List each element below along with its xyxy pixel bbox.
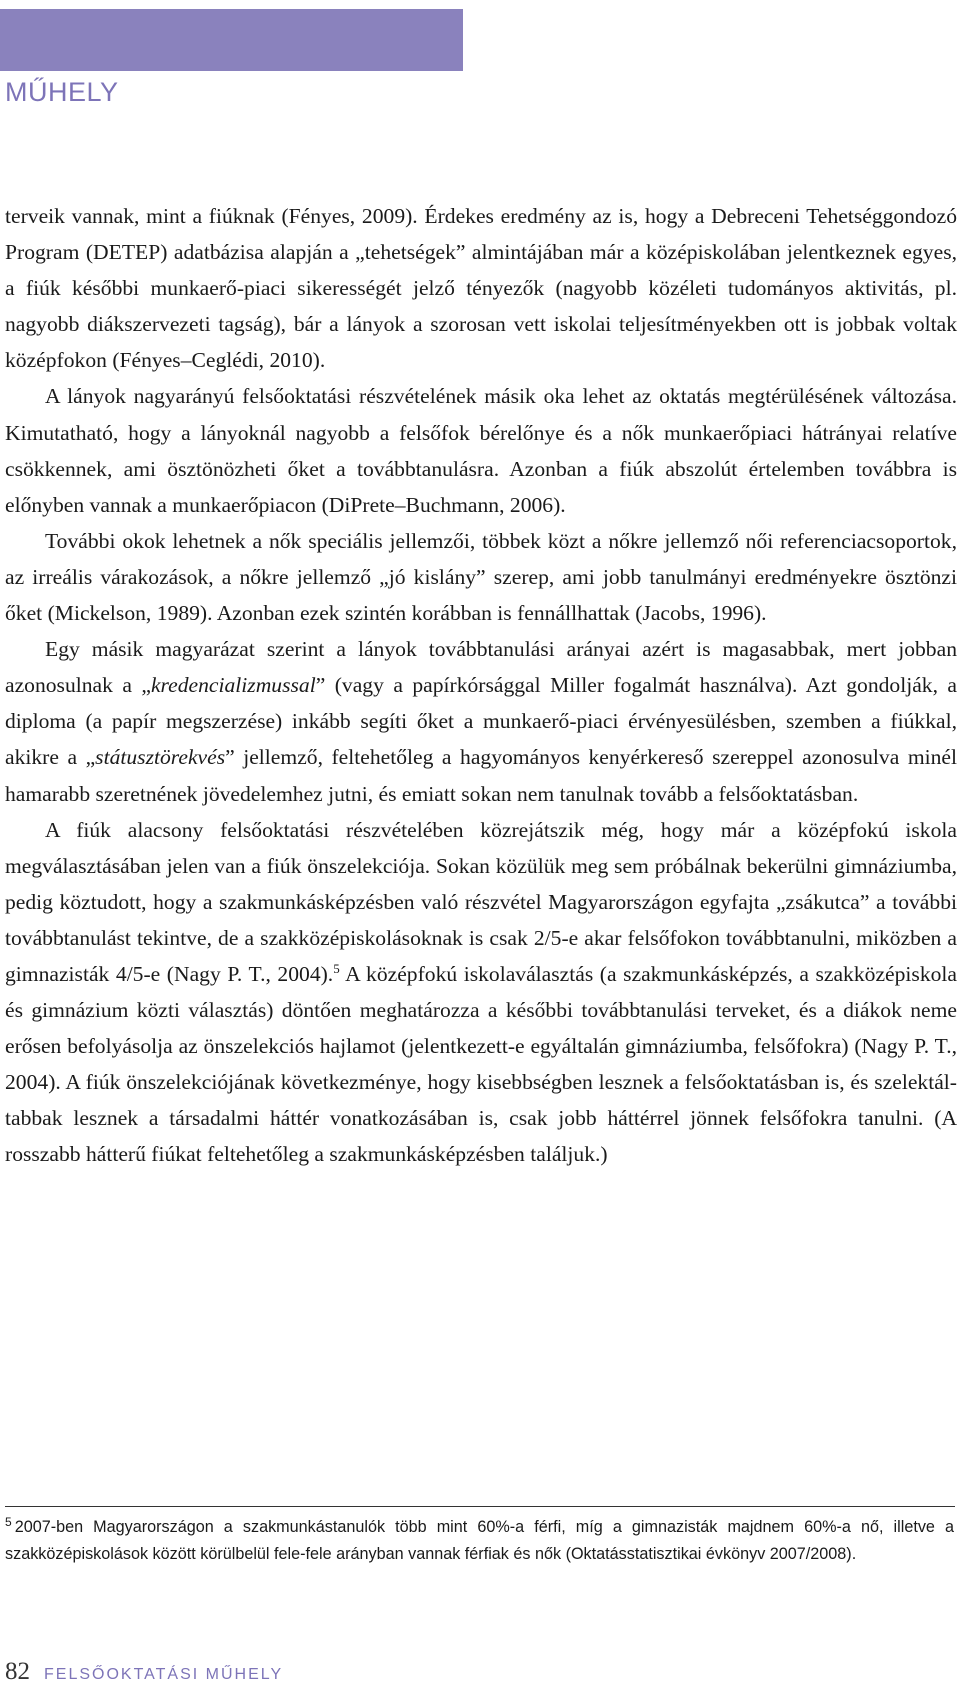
paragraph-text: ” (vagy a papírkórsággal Miller fogalmát használva). Azt gondolják, a diploma (a papír megszerzése) inkább segíti őket a munkaerő-piaci érvényesülésben, szemben a fiúkkal, akikre a „ — [5, 673, 957, 770]
body-paragraph — [5, 812, 957, 1173]
body-paragraph — [5, 198, 957, 378]
body-paragraph — [5, 523, 957, 631]
italic-term: státusztörekvés — [95, 745, 226, 770]
paragraph-text: A középfokú iskolaválasztás (a szakmunkásképzés, a szakközépiskola és gimnázium közti választás) döntően meghatározza a későbbi továbbtanulási terveket, és a diákok neme erősen befolyásolja az önszelekciós hajlamot (jelentkezett-e egyáltalán gimnáziumba, felsőfokra) (Nagy P. T., 2004). A fiúk önszelekciójának következménye, hogy kisebbségben lesznek a felsőoktatásban is, és szelektáltabbak lesznek a társadalmi háttér vonatkozásában is, csak jobb háttérrel jönnek felsőfokra tanulni. (A rosszabb hátterű fiúkat feltehetőleg a szakmunkásképzésben találjuk.) — [5, 961, 957, 1167]
article-body — [5, 198, 957, 1173]
footnote — [5, 1514, 954, 1568]
section-title: MŰHELY — [5, 77, 119, 107]
body-paragraph — [5, 378, 957, 522]
italic-term: kredencializmussal — [150, 673, 316, 698]
footnote-text: 2007-ben Magyarországon a szakmunkástanulók több mint 60%-a férfi, míg a gimnazisták majdnem 60%-a nő, illetve a szakközépiskolások között körülbelül fele-fele arányban vannak férfiak és nők (Oktatásstatisztikai évkönyv 2007/2008). — [5, 1518, 954, 1563]
journal-name: FELSŐOKTATÁSI MŰHELY — [44, 1666, 284, 1683]
paragraph-text: ” jellemző, feltehetőleg a hagyományos kenyérkereső szereppel azonosulva minél hamarabb szeretnének jövedelemhez jutni, és emiatt sokan nem tanulnak tovább a felsőoktatásban. — [5, 745, 957, 806]
page-number: 82 — [5, 1658, 30, 1685]
paragraph-text: További okok lehetnek a nők speciális jellemzői, többek közt a nőkre jellemző női referenciacsoportok, az irreális várakozások, a nőkre jellemző „jó kislány” szerep, ami jobb tanulmányi eredményekre ösztönzi őket (Mickelson, 1989). Azonban ezek szintén korábban is fennállhattak (Jacobs, 1996). — [5, 528, 957, 626]
page-footer — [5, 1658, 283, 1686]
header-color-band — [0, 9, 463, 71]
paragraph-text: terveik vannak, mint a fiúknak (Fényes, 2009). Érdekes eredmény az is, hogy a Debreceni Tehetséggondozó Program (DETEP) adatbázisa alapján a „tehetségek” almintájában már a középiskolában jelentkeznek egyes, a fiúk későbbi munkaerő-piaci sikerességét jelző tényezők (nagyobb közéleti tudományos aktivitás, pl. nagyobb diákszervezeti tagság), bár a lányok a szorosan vett iskolai teljesítményekben ott is jobbak voltak középfokon (Fényes–Ceglédi, 2010). — [5, 204, 957, 373]
footnote-number: 5 — [5, 1514, 12, 1529]
paragraph-text: Egy másik magyarázat szerint a lányok továbbtanulási arányai azért is magasabbak, mert jobban azonosulnak a „ — [5, 637, 957, 698]
body-paragraph — [5, 631, 957, 811]
paragraph-text: A lányok nagyarányú felsőoktatási részvételének másik oka lehet az oktatás megtérülésének változása. Kimutatható, hogy a lányoknál nagyobb a felsőfok bérelőnye és a nők munkaerőpiaci hátrányai relatíve csökkennek, ami ösztönözheti őket a továbbtanulásra. Azonban a fiúk abszolút értelemben továbbra is előnyben vannak a munkaerőpiacon (DiPrete–Buchmann, 2006). — [5, 384, 957, 517]
paragraph-text: A fiúk alacsony felsőoktatási részvételében közrejátszik még, hogy már a középfokú iskola megválasztásában jelen van a fiúk önszelekciója. Sokan közülük meg sem próbálnak bekerülni gimnáziumba, pedig köztudott, hogy a szakmunkásképzésben való részvétel Magyarországon egyfajta „zsákutca” a további továbbtanulást tekintve, de a szakközépiskolásoknak is csak 2/5-e akar felsőfokon továbbtanulni, miközben a gimnazisták 4/5-e (Nagy P. T., 2004). — [5, 817, 957, 986]
footnote-divider — [5, 1506, 955, 1507]
footnote-reference: 5 — [333, 960, 340, 976]
